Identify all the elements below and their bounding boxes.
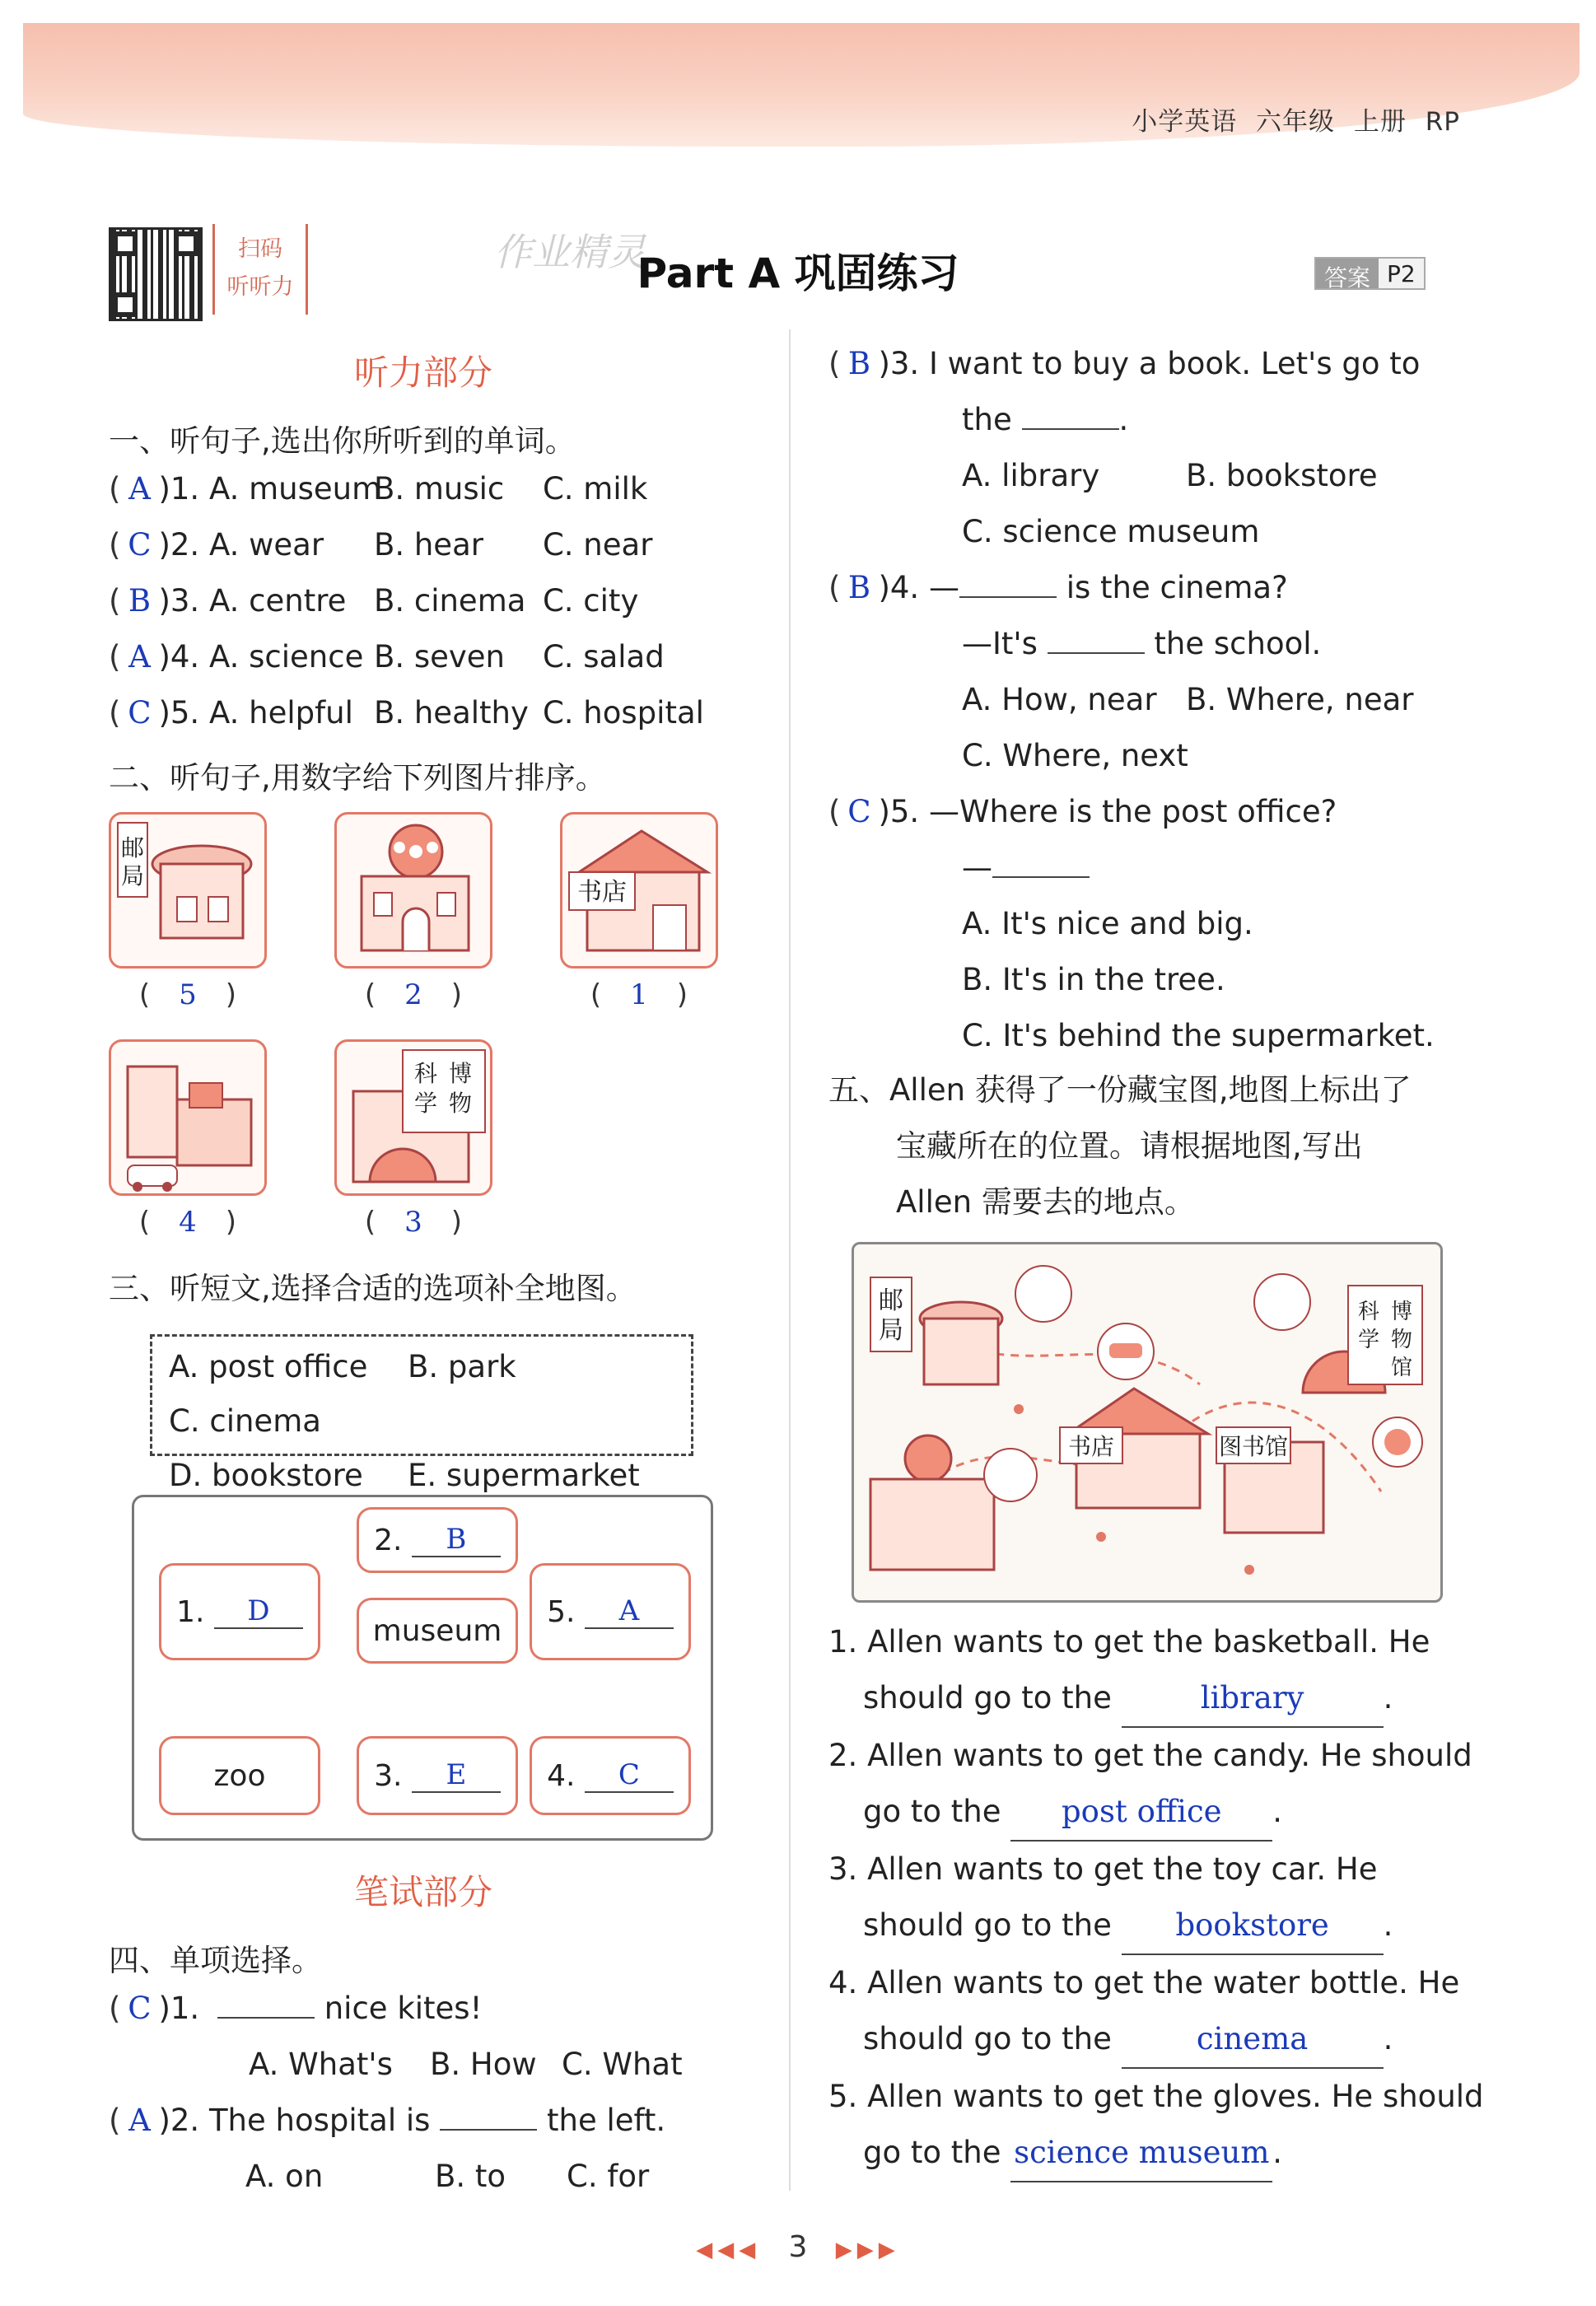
q4-stem: —Where is the post office? [928, 794, 1337, 829]
q4-answer: B [847, 570, 871, 605]
q4-num: )2. [158, 2103, 200, 2138]
q4-answer: C [847, 794, 871, 829]
option-b: B. It's in the tree. [962, 962, 1225, 997]
q1-num: )1. [158, 471, 200, 506]
q5-item-line2: should go to the library . [828, 1670, 1471, 1728]
q1-num: )2. [158, 527, 200, 562]
order-answer: 3 [404, 1206, 422, 1239]
q5-item-line2: go to the post office . [828, 1784, 1471, 1842]
picture-order: ( 5 ) [138, 978, 237, 1011]
q4-dash: — [928, 570, 959, 605]
map-label-sci-e: 馆 [1390, 1356, 1413, 1380]
map-label-library: 图书馆 [1218, 1433, 1289, 1460]
q4-num: )5. [878, 794, 920, 829]
q4-item-4-line2 [828, 616, 1487, 672]
q4-item-3-options [828, 448, 1487, 504]
q4-stem: nice kites! [324, 1991, 483, 2026]
map-box-3 [357, 1736, 518, 1815]
map-answer: C [585, 1758, 674, 1793]
q1-num: )4. [158, 639, 200, 675]
q4-item-5-line2 [828, 840, 1487, 896]
q5-heading [828, 1062, 1471, 1230]
q4-stem: the [962, 402, 1012, 437]
page-number: 3 [788, 2230, 808, 2264]
watermark-top: 作业精灵 [494, 230, 646, 274]
q1-item: ( C )2. A. wear B. hear C. near [109, 517, 704, 573]
map-label-sci-d: 物 [1390, 1328, 1413, 1352]
q5-item-line2: should go to the bookstore . [828, 1898, 1471, 1955]
q4-item-2: ( A )2. The hospital is the left. [109, 2093, 768, 2149]
map-box-4 [530, 1736, 691, 1815]
option-c: C. What [562, 2047, 683, 2082]
q5-heading-line: Allen 需要去的地点。 [896, 1184, 1195, 1220]
map-box-num: 4. [547, 1758, 576, 1793]
q5-answer: bookstore [1122, 1898, 1384, 1955]
option-b: B. How [430, 2047, 537, 2082]
option-b: B. bookstore [1186, 458, 1378, 493]
picture-order: ( 4 ) [138, 1206, 237, 1239]
map-box-num: 3. [374, 1758, 403, 1793]
pic5-label-a: 科 [413, 1060, 438, 1087]
q5-answer: post office [1010, 1784, 1272, 1842]
q5-item-line1: 1. Allen wants to get the basketball. He [828, 1624, 1430, 1659]
option-a: A. centre [208, 583, 347, 619]
q5-item-line1: 3. Allen wants to get the toy car. He [828, 1851, 1378, 1887]
option-c: C. city [542, 583, 639, 619]
pic5-label-d: 物 [448, 1090, 473, 1117]
option-a: A. museum [208, 471, 382, 506]
pic1-label-a: 邮 [120, 834, 145, 861]
q5-item-line1: 2. Allen wants to get the candy. He should [828, 1738, 1472, 1773]
q5-stem: should go to the [863, 1680, 1112, 1715]
option-a: A. What's [249, 2047, 393, 2082]
option-c: C. milk [542, 471, 648, 506]
picture-science-museum [334, 1039, 492, 1196]
option: A. post office [169, 1349, 368, 1384]
q4-stem-before: The hospital is [208, 2103, 431, 2138]
option-a: A. helpful [208, 695, 353, 731]
next-page-arrows-icon[interactable]: ▶▶▶ [835, 2238, 900, 2262]
q4-stem: —It's [962, 626, 1038, 661]
listening-section-title: 听力部分 [353, 352, 492, 393]
map-label-sci-b: 博 [1390, 1300, 1413, 1324]
options-row [169, 1340, 674, 1449]
q5-answer: science museum [1010, 2125, 1272, 2182]
prev-page-arrows-icon[interactable]: ◀◀◀ [696, 2238, 761, 2262]
q4-num: )4. [878, 570, 920, 605]
picture-order: ( 3 ) [364, 1206, 463, 1239]
q4-item-3-option-c [828, 504, 1487, 560]
q4-answer: B [847, 346, 871, 381]
option-b: B. cinema [373, 583, 526, 619]
treasure-map [852, 1242, 1443, 1603]
map-label-sci-a: 科 [1357, 1300, 1380, 1324]
page-navigation [0, 2230, 1596, 2264]
q1-answer: A [128, 471, 151, 506]
map-label-post-a: 邮 [879, 1286, 903, 1315]
map-label-book: 书店 [1067, 1433, 1115, 1460]
q5-heading-line: 五、Allen 获得了一份藏宝图,地图上标出了 [828, 1072, 1412, 1108]
q5-stem: go to the [863, 1794, 1001, 1829]
q4-item-1: ( C )1. nice kites! [109, 1981, 768, 2037]
map-answer: A [585, 1594, 674, 1629]
q4-dash: — [962, 850, 992, 885]
q1-answer: C [128, 695, 152, 731]
option-c: C. Where, next [962, 738, 1188, 773]
q5-answer: cinema [1122, 2011, 1384, 2069]
q5-item-line2: should go to the cinema . [828, 2011, 1471, 2069]
order-answer: 5 [179, 978, 197, 1011]
q4-stem-after: the left. [546, 2103, 666, 2138]
pic5-label-b: 博 [448, 1060, 473, 1087]
q4-stem: is the cinema? [1066, 570, 1288, 605]
q4-item-5-option-c [828, 1008, 1487, 1064]
q1-heading: 一、听句子,选出你所听到的单词。 [109, 423, 576, 459]
answer-tag[interactable] [1314, 257, 1426, 290]
option-c: C. hospital [542, 695, 704, 731]
answer-tag-label: 答案 [1316, 259, 1379, 288]
q1-answer: A [128, 639, 151, 675]
column-divider [789, 329, 791, 2191]
q4-stem: the school. [1154, 626, 1322, 661]
picture-post-office [109, 812, 267, 969]
map-box-5 [530, 1563, 691, 1660]
q4-answer: C [128, 1991, 152, 2026]
pic3-label: 书店 [577, 878, 627, 907]
map-box-num: 5. [547, 1594, 576, 1629]
option-a: A. on [245, 2159, 324, 2194]
q3-map [132, 1495, 713, 1841]
q1-answer: C [128, 527, 152, 562]
option-c: C. salad [542, 639, 665, 675]
scan-tag-line2: 听听力 [226, 274, 294, 300]
q4-answer: A [128, 2103, 151, 2138]
map-box-num: 2. [374, 1523, 403, 1557]
option: E. supermarket [408, 1458, 640, 1493]
q1-num: )3. [158, 583, 200, 619]
option-b: B. hear [373, 527, 483, 562]
q4-item-1-options [109, 2037, 768, 2093]
order-answer: 4 [179, 1206, 197, 1239]
pic1-label-b: 局 [120, 862, 145, 889]
q5-item-line1: 4. Allen wants to get the water bottle. He [828, 1965, 1460, 2000]
q1-item: ( C )5. A. helpful B. healthy C. hospital [109, 685, 704, 741]
q2-heading: 二、听句子,用数字给下列图片排序。 [109, 760, 606, 796]
written-section-title: 笔试部分 [353, 1872, 492, 1912]
q4-heading: 四、单项选择。 [109, 1943, 322, 1978]
picture-bookstore [560, 812, 718, 969]
order-answer: 2 [404, 978, 422, 1011]
q1-item: ( A )4. A. science B. seven C. salad [109, 629, 704, 685]
q4-item-5-option-a [828, 896, 1487, 952]
answer-tag-page: P2 [1387, 260, 1416, 287]
q5-stem: should go to the [863, 2021, 1112, 2056]
picture-supermarket [109, 1039, 267, 1196]
map-answer: E [412, 1758, 501, 1793]
q3-heading: 三、听短文,选择合适的选项补全地图。 [109, 1271, 637, 1306]
option-c: C. near [542, 527, 653, 562]
map-label-sci-c: 学 [1357, 1328, 1380, 1352]
q4-num: )1. [158, 1991, 200, 2026]
option-a: A. How, near [962, 682, 1157, 717]
option-c: C. It's behind the supermarket. [962, 1018, 1435, 1053]
map-answer: D [214, 1594, 303, 1629]
q5-item-line2: go to the science museum . [828, 2125, 1471, 2182]
picture-order: ( 2 ) [364, 978, 463, 1011]
order-answer: 1 [630, 978, 648, 1011]
q4-left-items [109, 1981, 768, 2205]
q4-item-4-options [828, 672, 1487, 728]
q1-item: ( A )1. A. museumB. music C. milk [109, 461, 704, 517]
q5-stem: go to the [863, 2135, 1001, 2170]
map-box-num: 1. [176, 1594, 205, 1629]
option-b: B. seven [373, 639, 506, 675]
q5-answer: library [1122, 1670, 1384, 1728]
page-title: Part A 巩固练习 [637, 250, 959, 297]
option: C. cinema [169, 1403, 321, 1439]
option-c: C. for [567, 2159, 650, 2194]
q4-right-items [828, 336, 1487, 1064]
map-answer: B [412, 1523, 501, 1557]
option-b: B. Where, near [1186, 682, 1414, 717]
option: D. bookstore [169, 1458, 363, 1493]
picture-order: ( 1 ) [590, 978, 688, 1011]
q4-item-5-option-b [828, 952, 1487, 1008]
option-a: A. It's nice and big. [962, 906, 1253, 941]
map-box-zoo: zoo [159, 1736, 320, 1815]
picture-cinema [334, 812, 492, 969]
option-c: C. science museum [962, 514, 1260, 549]
option-b: B. healthy [373, 695, 529, 731]
q1-answer: B [128, 583, 152, 619]
q1-list [109, 461, 704, 741]
option-b: B. to [435, 2159, 506, 2194]
q4-num: )3. [878, 346, 920, 381]
map-box-2 [357, 1507, 518, 1573]
scan-tag-line1: 扫码 [238, 236, 282, 262]
q4-item-4-option-c [828, 728, 1487, 784]
pic5-label-c: 学 [413, 1090, 438, 1117]
q4-item-4: ( B )4. — is the cinema? [828, 560, 1487, 616]
book-info: 小学英语 六年级 上册 RP [1132, 107, 1460, 137]
q5-item-line1: 5. Allen wants to get the gloves. He should [828, 2079, 1484, 2114]
q1-num: )5. [158, 695, 200, 731]
q4-item-5: ( C )5. —Where is the post office? [828, 784, 1487, 840]
q4-item-3: ( B )3. I want to buy a book. Let's go to [828, 336, 1487, 392]
option: B. park [408, 1349, 516, 1384]
q5-heading-line: 宝藏所在的位置。请根据地图,写出 [896, 1128, 1363, 1164]
q4-stem: I want to buy a book. Let's go to [928, 346, 1421, 381]
q1-item: ( B )3. A. centre B. cinema C. city [109, 573, 704, 629]
option-a: A. science [208, 639, 364, 675]
q3-options-box [150, 1334, 693, 1493]
q5-stem: should go to the [863, 1907, 1112, 1943]
map-label-post-b: 局 [879, 1316, 903, 1345]
option-b: B. music [373, 471, 505, 506]
q4-item-2-options [109, 2149, 768, 2205]
map-box-museum: museum [357, 1598, 518, 1664]
q5-items [828, 1614, 1484, 2182]
option-a: A. wear [208, 527, 324, 562]
map-box-1 [159, 1563, 320, 1660]
q4-item-3-line2: the . [962, 402, 1129, 437]
option-a: A. library [962, 458, 1100, 493]
